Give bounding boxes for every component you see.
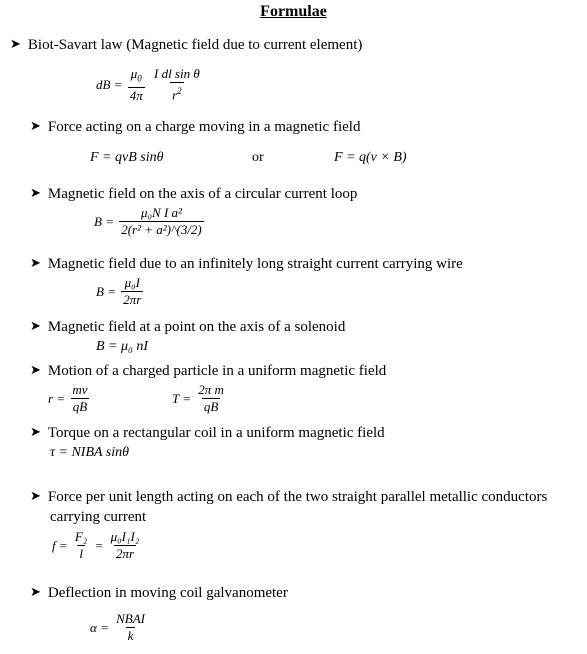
numerator: F₂ (74, 529, 88, 544)
numerator: μ₀N I a² (141, 205, 182, 220)
denominator: qB (203, 399, 219, 414)
formula-fraction (196, 383, 226, 414)
page-title: Formulae (260, 3, 327, 20)
heading-biot-savart (10, 36, 362, 54)
heading-text: Deflection in moving coil galvanometer (47, 585, 288, 601)
formula-lhs: f = (52, 537, 68, 553)
heading-charged-particle (30, 362, 386, 380)
heading-text: Biot-Savart law (Magnetic field due to current element) (27, 37, 363, 53)
formula-lhs: T = (172, 390, 192, 406)
superscript: 2 (177, 86, 182, 97)
denominator: k (127, 628, 134, 643)
heading-solenoid (30, 318, 345, 336)
heading-straight-wire (30, 255, 463, 273)
formula-force-scalar (90, 150, 163, 166)
formula-circular-loop (94, 206, 206, 237)
formula-text: F = qvB sinθ (90, 150, 164, 165)
bullet-arrow-icon: ➤ (30, 318, 41, 333)
denominator: qB (72, 399, 88, 414)
formula-or: or (252, 150, 264, 165)
heading-galvanometer (30, 584, 288, 602)
denominator: 4π (129, 87, 143, 103)
heading-text: Force per unit length acting on each of the two straight parallel metallic conductors (47, 489, 548, 505)
heading-parallel-conductors-line2: carrying current (50, 509, 147, 525)
heading-text: Motion of a charged particle in a uniform magnetic field (47, 363, 387, 379)
bullet-arrow-icon: ➤ (30, 584, 41, 599)
formula-lhs: dB = (96, 76, 123, 92)
formula-galvanometer (90, 612, 149, 643)
formula-fraction (73, 530, 89, 561)
formula-fraction (119, 206, 204, 237)
numerator: mv (72, 382, 88, 397)
heading-parallel-conductors (30, 488, 547, 506)
numerator: 2π m (198, 382, 224, 397)
numerator: I dl sin θ (153, 66, 200, 82)
subscript: 0 (137, 73, 142, 84)
formula-lhs: B = (94, 213, 114, 229)
numerator: NBAI (116, 611, 145, 626)
heading-text: Torque on a rectangular coil in a uniform magnetic field (47, 425, 385, 441)
formula-fraction (70, 383, 89, 414)
numerator-mu: μ (130, 66, 138, 81)
formula-fraction (114, 612, 147, 643)
formula-fraction (121, 276, 143, 307)
bullet-arrow-icon: ➤ (30, 118, 41, 133)
formula-fraction (128, 67, 145, 103)
formula-straight-wire (96, 276, 145, 307)
formula-lhs: α = (90, 619, 109, 635)
denominator: 2(r² + a²)^(3/2) (121, 222, 202, 237)
bullet-arrow-icon: ➤ (30, 488, 41, 503)
bullet-arrow-icon: ➤ (30, 185, 41, 200)
heading-torque (30, 424, 385, 442)
formula-biot-savart (96, 67, 204, 103)
heading-circular-loop (30, 185, 357, 203)
bullet-arrow-icon: ➤ (30, 255, 41, 270)
heading-force-on-charge (30, 118, 360, 136)
heading-text: Magnetic field due to an infinitely long straight current carrying wire (47, 256, 463, 272)
formula-fraction (109, 530, 142, 561)
formula-torque: τ = NIBA sinθ (50, 445, 130, 460)
formula-lhs: B = (96, 283, 116, 299)
heading-text: Magnetic field on the axis of a circular current loop (47, 186, 358, 202)
equals-sign: = (94, 537, 104, 553)
formula-fraction (152, 67, 202, 102)
formula-radius (48, 383, 92, 414)
heading-text: Force acting on a charge moving in a magnetic field (47, 119, 361, 135)
denominator: 2πr (123, 292, 142, 307)
bullet-arrow-icon: ➤ (30, 362, 41, 377)
denominator: 2πr (115, 546, 135, 561)
heading-text: Magnetic field at a point on the axis of a solenoid (47, 319, 346, 335)
formula-text: F = q(v × B) (334, 150, 407, 165)
formula-force-vector (334, 150, 407, 166)
numerator: μ₀I₁I₂ (110, 529, 140, 544)
numerator: μ₀I (124, 275, 140, 290)
denominator: l (79, 546, 83, 561)
formula-parallel-conductors (52, 530, 143, 561)
denominator: r (172, 87, 178, 103)
bullet-arrow-icon: ➤ (30, 424, 41, 439)
formula-solenoid: B = μ₀ nI (96, 339, 149, 354)
formula-period (172, 383, 228, 414)
bullet-arrow-icon: ➤ (10, 36, 21, 51)
formula-lhs: r = (48, 390, 66, 406)
